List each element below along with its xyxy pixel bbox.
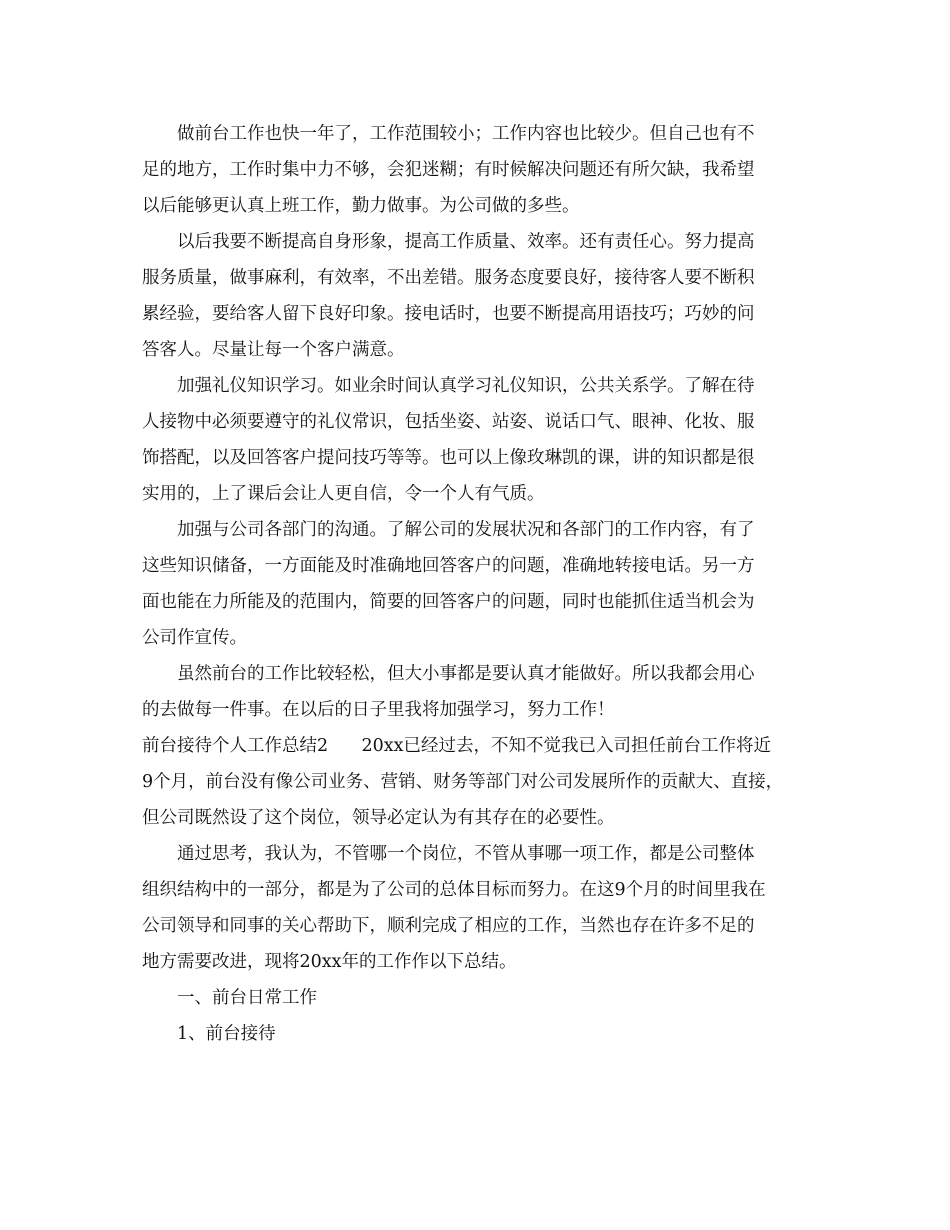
paragraph-line: 地方需要改进，现将20xx年的工作作以下总结。 — [142, 952, 517, 972]
paragraph-line: 通过思考，我认为，不管哪一个岗位，不管从事哪一项工作，都是公司整体 — [177, 844, 755, 864]
paragraph-line: 服务质量，做事麻利，有效率，不出差错。服务态度要良好，接待客人要不断积 — [142, 268, 755, 288]
paragraph-line: 加强与公司各部门的沟通。了解公司的发展状况和各部门的工作内容，有了 — [177, 520, 755, 540]
paragraph — [142, 512, 822, 656]
paragraph-line: 1、前台接待 — [177, 1024, 276, 1044]
paragraph-line: 面也能在力所能及的范围内，简要的回答客户的问题，同时也能抓住适当机会为 — [142, 592, 755, 612]
paragraph-line: 以后我要不断提高自身形象，提高工作质量、效率。还有责任心。努力提高 — [177, 232, 755, 252]
paragraph — [142, 656, 822, 728]
paragraph — [142, 728, 822, 836]
paragraph — [142, 1016, 822, 1052]
paragraph-line: 饰搭配，以及回答客户提问技巧等等。也可以上像玫琳凯的课，讲的知识都是很 — [142, 448, 755, 468]
paragraph-line: 这些知识储备，一方面能及时准确地回答客户的问题，准确地转接电话。另一方 — [142, 556, 755, 576]
paragraph-line: 虽然前台的工作比较轻松，但大小事都是要认真才能做好。所以我都会用心 — [177, 664, 755, 684]
paragraph-line: 人接物中必须要遵守的礼仪常识，包括坐姿、站姿、说话口气、眼神、化妆、服 — [142, 412, 755, 432]
paragraph-line: 以后能够更认真上班工作，勤力做事。为公司做的多些。 — [142, 196, 580, 216]
paragraph — [142, 980, 822, 1016]
paragraph-line: 组织结构中的一部分，都是为了公司的总体目标而努力。在这9个月的时间里我在 — [142, 880, 766, 900]
paragraph-line: 加强礼仪知识学习。如业余时间认真学习礼仪知识，公共关系学。了解在待 — [177, 376, 755, 396]
paragraph-line: 足的地方，工作时集中力不够，会犯迷糊；有时候解决问题还有所欠缺，我希望 — [142, 160, 755, 180]
paragraph — [142, 836, 822, 980]
paragraph — [142, 116, 822, 224]
paragraph-line: 实用的，上了课后会让人更自信，令一个人有气质。 — [142, 484, 545, 504]
paragraph-line: 但公司既然设了这个岗位，领导必定认为有其存在的必要性。 — [142, 808, 615, 828]
paragraph-line: 公司作宣传。 — [142, 628, 247, 648]
paragraph-line: 累经验，要给客人留下良好印象。接电话时，也要不断提高用语技巧；巧妙的问 — [142, 304, 755, 324]
paragraph-line: 公司领导和同事的关心帮助下，顺利完成了相应的工作，当然也存在许多不足的 — [142, 916, 755, 936]
paragraph-line: 答客人。尽量让每一个客户满意。 — [142, 340, 405, 360]
paragraph-line: 9个月，前台没有像公司业务、营销、财务等部门对公司发展所作的贡献大、直接， — [142, 772, 784, 792]
paragraph-line: 做前台工作也快一年了，工作范围较小；工作内容也比较少。但自己也有不 — [177, 124, 755, 144]
document-body — [142, 116, 822, 1052]
paragraph-line: 的去做每一件事。在以后的日子里我将加强学习，努力工作！ — [142, 700, 615, 720]
paragraph — [142, 224, 822, 368]
paragraph-line: 一、前台日常工作 — [177, 988, 317, 1008]
paragraph-line: 前台接待个人工作总结2 20xx已经过去，不知不觉我已入司担任前台工作将近 — [142, 736, 772, 756]
paragraph — [142, 368, 822, 512]
